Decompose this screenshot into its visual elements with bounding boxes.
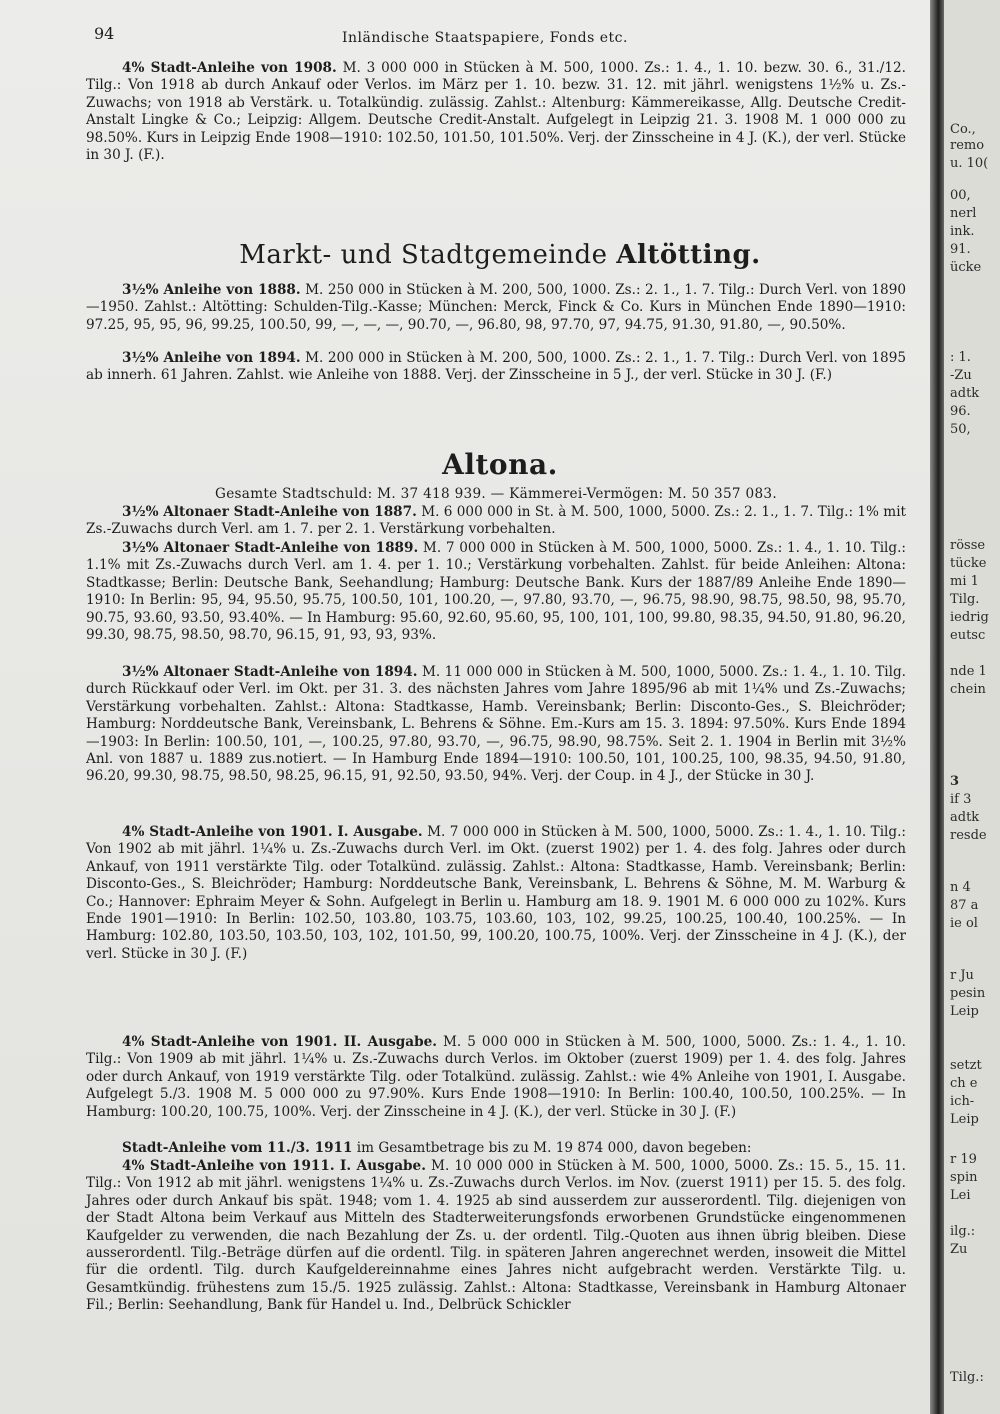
adjacent-fragment: nerl xyxy=(950,206,977,221)
adjacent-fragment: r Ju xyxy=(950,968,974,983)
adjacent-fragment: rösse xyxy=(950,538,986,553)
adjacent-fragment: spin xyxy=(950,1170,978,1185)
adjacent-fragment: tücke xyxy=(950,556,987,571)
adjacent-fragment: mi 1 xyxy=(950,574,979,589)
entry-title: 3½% Altonaer Stadt-Anleihe von 1889. xyxy=(122,540,419,556)
page-number: 94 xyxy=(94,24,115,43)
entry-altoetting-1894 xyxy=(86,350,906,385)
adjacent-fragment: Tilg.: xyxy=(950,1370,984,1385)
entry-text: im Gesamtbetrage bis zu M. 19 874 000, davon begeben: xyxy=(356,1140,752,1156)
entry-altona-1889 xyxy=(86,540,906,644)
adjacent-page-edge xyxy=(944,0,1000,1414)
entry-text: M. 10 000 000 in Stücken à M. 500, 1000, 5000. Zs.: 15. 5., 15. 11. Tilg.: Von 1912 ab mit jährl. wenigstens 1¼% u. Zs.-Zuwachs durch Verlos. im Nov. (zuerst 1911) per 15. 5. des folg. Jahres oder durch Ankauf bis spät. 1948; vom 1. 4. 1925 ab sind ausserdem zur ausserordentl. Tilg. diejenigen von der Stadt Altona beim Verkauf aus Mitteln des Stadterweiterungsfonds erworbenen Grundstücke eingenommenen Kaufgelder zu verwenden, die nach Bezahlung der Zs. u. der ordentl. Tilg.-Quoten aus ihnen übrig bleiben. Diese ausserordentl. Tilg.-Beträge dürfen auf die ordentl. Tilg. in späteren Jahren angerechnet werden, insoweit die Mittel für die ordentl. Tilg. durch Kaufgeldereinnahme eines Jahres nicht aufgebracht werden. Verstärkte Tilg. u. Gesamtkündig. frühestens zum 15./5. 1925 zulässig. Zahlst.: Altona: Stadtkasse, Vereinsbank in Hamburg Altonaer Fil.; Berlin: Seehandlung, Bank für Handel u. Ind., Delbrück Schickler xyxy=(86,1158,906,1314)
adjacent-fragment: u. 10( xyxy=(950,156,989,171)
adjacent-fragment: ink. xyxy=(950,224,975,239)
entry-text: M. 5 000 000 in Stücken à M. 500, 1000, 5000. Zs.: 1. 4., 1. 10. Tilg.: Von 1909 ab mit jährl. 1¼% u. Zs.-Zuwachs durch Verlos. im Oktober (zuerst 1909) per 1. 4. des folg. Jahres oder durch Ankauf, von 1919 verstärkte Tilg. oder Totalkünd. zulässig. Zahlst.: wie 4% Anleihe von 1901, I. Ausgabe. Aufgelegt 5./3. 1908 M. 5 000 000 zu 97.90%. Kurs Ende 1908—1910: In Berlin: 100.40, 100.50, 100.25%. — In Hamburg: 100.20, 100.75, 100%. Verj. der Zinsscheine in 4 J. (K.), der verl. Stücke in 30 J. (F.) xyxy=(86,1034,906,1120)
entry-title: 3½% Anleihe von 1894. xyxy=(122,350,301,366)
entry-title: 4% Stadt-Anleihe von 1901. II. Ausgabe. xyxy=(122,1034,437,1050)
entry-title: 4% Stadt-Anleihe von 1908. xyxy=(122,60,337,76)
adjacent-fragment: r 19 xyxy=(950,1152,977,1167)
adjacent-fragment: Lei xyxy=(950,1188,971,1203)
entry-title: 3½% Anleihe von 1888. xyxy=(122,282,301,298)
entry-text: M. 11 000 000 in Stücken à M. 500, 1000, 5000. Zs.: 1. 4., 1. 10. Tilg. durch Rückkauf oder Verl. im Okt. per 31. 3. des nächsten Jahres vom Jahre 1895/96 ab mit 1¼% und Zs.-Zuwachs; Verstärkung vorbehalten. Zahlst.: Altona: Stadtkasse, Hamb. Vereinsbank; Berlin: Disconto-Ges., S. Bleichröder; Hamburg: Norddeutsche Bank, Vereinsbank, L. Behrens & Söhne. Em.-Kurs am 15. 3. 1894: 97.50%. Kurs Ende 1894—1903: In Berlin: 100.50, 101, —, 100.25, 97.80, 93.70, —, 96.75, 98.90, 98.75%. Seit 2. 1. 1904 in Berlin mit 3½% Anl. von 1887 u. 1889 zus.notiert. — In Hamburg Ende 1894—1910: 100.50, 101, 100.25, 100, 98.35, 94.50, 91.80, 96.20, 99.30, 98.75, 98.50, 98.25, 96.15, 91, 92.50, 93.50, 94%. Verj. der Coup. in 4 J., der Stücke in 30 J. xyxy=(86,664,906,785)
entry-altoetting-1888 xyxy=(86,282,906,334)
entry-title: 4% Stadt-Anleihe von 1901. I. Ausgabe. xyxy=(122,824,423,840)
adjacent-fragment: Leip xyxy=(950,1004,979,1019)
entry-altona-1901-1 xyxy=(86,824,906,963)
book-gutter xyxy=(930,0,944,1414)
entry-title: 4% Stadt-Anleihe von 1911. I. Ausgabe. xyxy=(122,1158,426,1174)
section-heading-altona: Altona. xyxy=(442,448,558,481)
adjacent-fragment: : 1. xyxy=(950,350,971,365)
running-title: Inländische Staatspapiere, Fonds etc. xyxy=(342,30,628,46)
entry-title: Stadt-Anleihe vom 11./3. 1911 xyxy=(122,1140,353,1156)
adjacent-fragment: remo xyxy=(950,138,985,153)
adjacent-fragment: if 3 xyxy=(950,792,972,807)
entry-text: M. 7 000 000 in Stücken à M. 500, 1000, 5000. Zs.: 1. 4., 1. 10. Tilg.: 1.1% mit Zs.-Zuwachs durch Verl. am 1. 4. per 1. 10.; Verstärkung vorbehalten. Zahlst. für beide Anleihen: Altona: Stadtkasse; Berlin: Deutsche Bank, Seehandlung; Hamburg: Deutsche Bank. Kurs der 1887/89 Anleihe Ende 1890—1910: In Berlin: 95, 94, 95.50, 95.75, 100.50, 101, 100.20, —, 97.80, 93.70, —, 96.75, 98.90, 98.75, 98.50, 98, 95.70, 90.75, 93.60, 93.50, 93.40%. — In Hamburg: 95.60, 92.60, 95.60, 95, 100, 101, 100, 99.80, 98.35, 94.50, 91.80, 96.20, 99.30, 98.75, 98.50, 98.70, 96.15, 91, 93, 93, 93%. xyxy=(86,540,907,644)
entry-stadt-anleihe-1908 xyxy=(86,60,906,164)
entry-altona-1911 xyxy=(86,1158,906,1315)
entry-text: M. 7 000 000 in Stücken à M. 500, 1000, 5000. Zs.: 1. 4., 1. 10. Tilg.: Von 1902 ab mit jährl. 1¼% u. Zs.-Zuwachs durch Verl. im Okt. (zuerst 1902) per 1. 4. des folg. Jahres oder durch Ankauf, von 1911 verstärkte Tilg. oder Totalkünd. zulässig. Zahlst.: Altona: Stadtkasse, Hamb. Vereinsbank; Berlin: Disconto-Ges., S. Bleichröder; Hamburg: Norddeutsche Bank, Vereinsbank, L. Behrens & Söhne, M. M. Warburg & Co.; Hannover: Ephraim Meyer & Sohn. Aufgelegt in Berlin u. Hamburg am 18. 9. 1901 M. 6 000 000 zu 102%. Kurs Ende 1901—1910: In Berlin: 102.50, 103.80, 103.75, 103.60, 103, 102, 99.25, 100.25, 100.40, 100.25%. — In Hamburg: 102.80, 103.50, 103.50, 103, 102, 101.50, 99, 100.20, 100.75, 100%. Verj. der Zinsscheine in 4 J. (K.), der verl. Stücke in 30 J. (F.) xyxy=(86,824,906,962)
adjacent-fragment: nde 1 xyxy=(950,664,987,679)
adjacent-fragment: Co., xyxy=(950,122,976,137)
adjacent-fragment: 91. xyxy=(950,242,971,257)
adjacent-fragment: pesin xyxy=(950,986,986,1001)
heading-name: Altötting. xyxy=(616,240,761,270)
adjacent-fragment: 96. xyxy=(950,404,971,419)
adjacent-fragment: ie ol xyxy=(950,916,978,931)
adjacent-fragment: 87 a xyxy=(950,898,979,913)
entry-title: 3½% Altonaer Stadt-Anleihe von 1887. xyxy=(122,504,417,520)
adjacent-fragment: Zu xyxy=(950,1242,968,1257)
adjacent-fragment: ilg.: xyxy=(950,1224,976,1239)
section-heading-altoetting xyxy=(0,240,1000,270)
entry-altona-1911-intro xyxy=(86,1140,906,1157)
adjacent-fragment: Leip xyxy=(950,1112,979,1127)
entry-altona-1894 xyxy=(86,664,906,786)
entry-title: 3½% Altonaer Stadt-Anleihe von 1894. xyxy=(122,664,418,680)
entry-altona-1887 xyxy=(86,504,906,539)
heading-prefix: Markt- und Stadtgemeinde xyxy=(239,240,608,270)
adjacent-fragment: 50, xyxy=(950,422,971,437)
entry-text: M. 3 000 000 in Stücken à M. 500, 1000. Zs.: 1. 4., 1. 10. bezw. 30. 6., 31./12. Tilg.: Von 1918 ab durch Ankauf oder Verlos. im März per 1. 10. bezw. 31. 12. mit jährl. wenigstens 1½% u. Zs.-Zuwachs; von 1918 ab Verstärk. u. Totalkündig. zulässig. Zahlst.: Altenburg: Kämmereikasse, Allg. Deutsche Credit-Anstalt Lingke & Co.; Leipzig: Allgem. Deutsche Credit-Anstalt. Aufgelegt in Leipzig 21. 3. 1908 M. 1 000 000 zu 98.50%. Kurs in Leipzig Ende 1908—1910: 102.50, 101.50, 101.50%. Verj. der Zinsscheine in 4 J. (K.), der verl. Stücke in 30 J. (F.). xyxy=(86,60,906,164)
adjacent-fragment: ücke xyxy=(950,260,982,275)
adjacent-fragment: -Zu xyxy=(950,368,972,383)
entry-text: M. 6 000 000 in St. à M. 500, 1000, 5000. Zs.: 2. 1., 1. 7. Tilg.: 1% mit Zs.-Zuwachs durch Verl. am 1. 7. per 2. 1. Verstärkung vorbehalten. xyxy=(86,504,907,538)
adjacent-fragment: adtk xyxy=(950,810,980,825)
entry-text: M. 200 000 in Stücken à M. 200, 500, 1000. Zs.: 2. 1., 1. 7. Tilg.: Durch Verl. von 1895 ab innerh. 61 Jahren. Zahlst. wie Anleihe von 1888. Verj. der Zinsscheine in 5 J., der verl. Stücke in 30 J. (F.) xyxy=(86,350,906,384)
adjacent-fragment: Tilg. xyxy=(950,592,980,607)
altona-summary: Gesamte Stadtschuld: M. 37 418 939. — Kämmerei-Vermögen: M. 50 357 083. xyxy=(215,486,777,502)
entry-altona-1901-2 xyxy=(86,1034,906,1121)
adjacent-fragment: eutsc xyxy=(950,628,986,643)
adjacent-fragment: iedrig xyxy=(950,610,989,625)
adjacent-fragment: chein xyxy=(950,682,986,697)
adjacent-fragment: 3 xyxy=(950,774,960,789)
adjacent-fragment: resde xyxy=(950,828,987,843)
adjacent-fragment: ch e xyxy=(950,1076,978,1091)
adjacent-fragment: n 4 xyxy=(950,880,971,895)
adjacent-fragment: adtk xyxy=(950,386,980,401)
adjacent-fragment: setzt xyxy=(950,1058,982,1073)
adjacent-fragment: 00, xyxy=(950,188,971,203)
entry-text: M. 250 000 in Stücken à M. 200, 500, 1000. Zs.: 2. 1., 1. 7. Tilg.: Durch Verl. von 1890—1950. Zahlst.: Altötting: Schulden-Tilg.-Kasse; München: Merck, Finck & Co. Kurs in München Ende 1890—1910: 97.25, 95, 95, 96, 99.25, 100.50, 99, —, —, —, 90.70, —, 96.80, 98, 97.70, 97, 94.75, 91.30, 91.80, —, 90.50%. xyxy=(86,282,906,333)
adjacent-fragment: ich- xyxy=(950,1094,975,1109)
